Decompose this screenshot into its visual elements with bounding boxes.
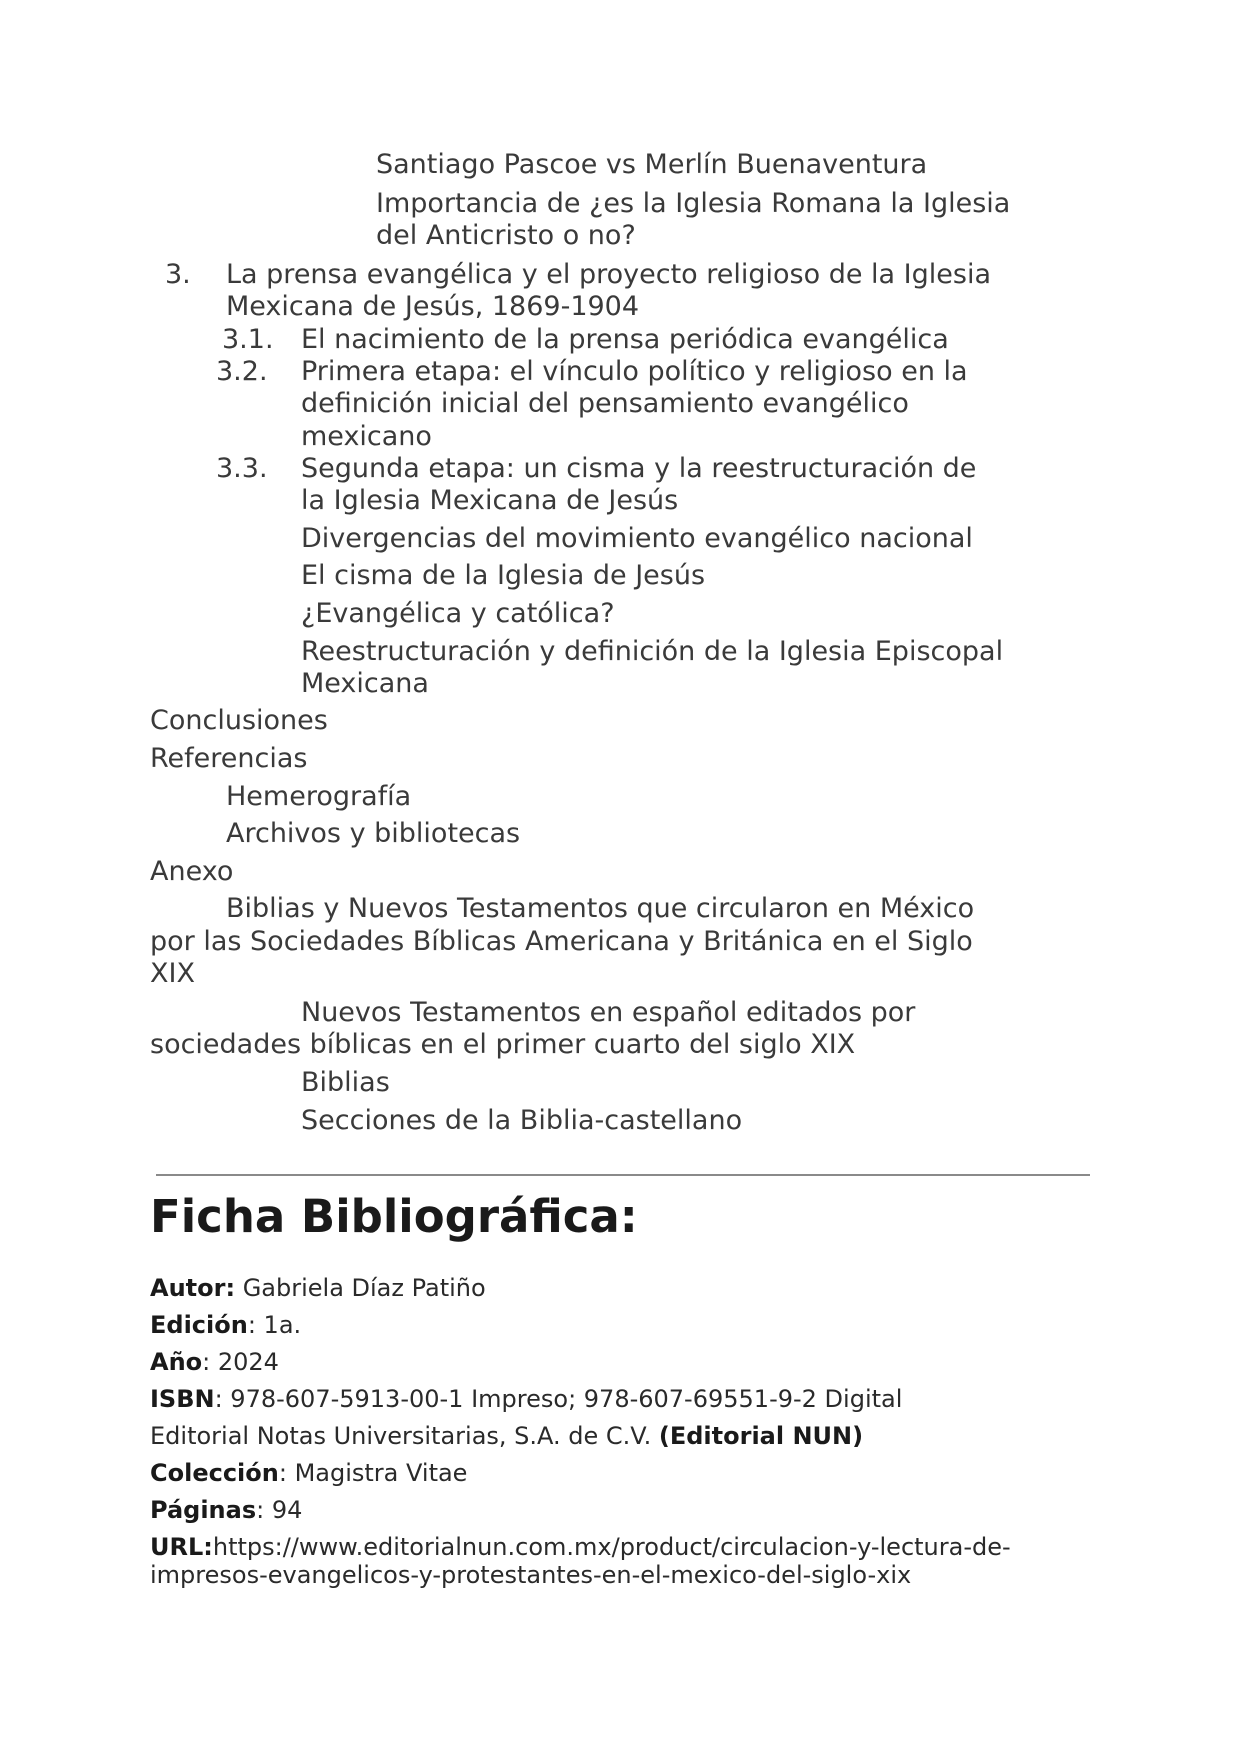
meta-editorial — [150, 1421, 863, 1451]
meta-url-cont[interactable] — [150, 1560, 911, 1590]
toc-referencias[interactable]: Referencias — [150, 743, 308, 774]
toc-subsection[interactable]: Archivos y bibliotecas — [226, 818, 521, 849]
meta-value: Gabriela Díaz Patiño — [235, 1274, 486, 1302]
meta-edicion — [150, 1310, 301, 1340]
toc-number: 3.3. — [216, 453, 268, 484]
meta-label: (Editorial NUN) — [658, 1422, 864, 1450]
url-link[interactable]: https://www.editorialnun.com.mx/product/circulacion-y-lectura-de- — [212, 1533, 1011, 1561]
toc-chapter-cont[interactable]: Mexicana de Jesús, 1869-1904 — [226, 291, 640, 322]
toc-section-cont[interactable]: mexicano — [301, 421, 432, 452]
meta-value: : Magistra Vitae — [278, 1459, 468, 1487]
toc-subsection[interactable]: Biblias — [301, 1067, 390, 1098]
toc-subsection[interactable]: Hemerografía — [226, 781, 412, 812]
meta-value: : 94 — [256, 1496, 303, 1524]
toc-subsection-cont[interactable]: Mexicana — [301, 668, 429, 699]
toc-section-cont[interactable]: la Iglesia Mexicana de Jesús — [301, 485, 679, 516]
toc-anexo[interactable]: Anexo — [150, 856, 234, 887]
meta-value: Editorial Notas Universitarias, S.A. de C.V. — [150, 1422, 659, 1450]
meta-label: Edición — [150, 1311, 248, 1339]
meta-label: Autor: — [150, 1274, 236, 1302]
meta-label: Páginas — [150, 1496, 257, 1524]
meta-anio — [150, 1347, 279, 1377]
meta-autor — [150, 1273, 486, 1303]
toc-number: 3.1. — [222, 324, 274, 355]
toc-subsection-cont[interactable]: XIX — [150, 958, 195, 989]
toc-number: 3.2. — [216, 356, 268, 387]
toc-subsection[interactable]: Divergencias del movimiento evangélico nacional — [301, 523, 973, 554]
toc-entry[interactable]: Santiago Pascoe vs Merlín Buenaventura — [376, 149, 928, 180]
toc-subsection-cont[interactable]: sociedades bíblicas en el primer cuarto del siglo XIX — [150, 1029, 856, 1060]
toc-subsection[interactable]: Secciones de la Biblia-castellano — [301, 1105, 743, 1136]
toc-section[interactable]: Segunda etapa: un cisma y la reestructuración de — [301, 453, 977, 484]
meta-coleccion — [150, 1458, 467, 1488]
meta-value: : 2024 — [202, 1348, 279, 1376]
meta-value: : 1a. — [247, 1311, 302, 1339]
toc-subsection[interactable]: Biblias y Nuevos Testamentos que circularon en México — [226, 893, 975, 924]
meta-label: URL: — [150, 1533, 213, 1561]
toc-entry[interactable]: Importancia de ¿es la Iglesia Romana la Iglesia — [376, 188, 1011, 219]
meta-url[interactable] — [150, 1532, 1011, 1562]
meta-label: ISBN — [150, 1385, 215, 1413]
meta-label: Colección — [150, 1459, 279, 1487]
meta-label: Año — [150, 1348, 203, 1376]
toc-subsection[interactable]: Reestructuración y definición de la Iglesia Episcopal — [301, 636, 1004, 667]
url-link[interactable]: impresos-evangelicos-y-protestantes-en-el-mexico-del-siglo-xix — [150, 1561, 912, 1589]
toc-section-cont[interactable]: definición inicial del pensamiento evangélico — [301, 388, 909, 419]
toc-entry-cont[interactable]: del Anticristo o no? — [376, 220, 636, 251]
toc-subsection[interactable]: Nuevos Testamentos en español editados por — [301, 997, 916, 1028]
toc-subsection-cont[interactable]: por las Sociedades Bíblicas Americana y Británica en el Siglo — [150, 926, 973, 957]
meta-value: : 978-607-5913-00-1 Impreso; 978-607-69551-9-2 Digital — [214, 1385, 903, 1413]
toc-section[interactable]: El nacimiento de la prensa periódica evangélica — [301, 324, 949, 355]
toc-subsection[interactable]: El cisma de la Iglesia de Jesús — [301, 560, 706, 591]
meta-isbn — [150, 1384, 902, 1414]
toc-conclusiones[interactable]: Conclusiones — [150, 705, 328, 736]
toc-subsection[interactable]: ¿Evangélica y católica? — [301, 598, 615, 629]
ficha-title: Ficha Bibliográfica: — [150, 1190, 638, 1243]
toc-section[interactable]: Primera etapa: el vínculo político y religioso en la — [301, 356, 968, 387]
toc-number: 3. — [165, 259, 191, 290]
meta-paginas — [150, 1495, 302, 1525]
section-divider — [156, 1174, 1090, 1176]
toc-chapter[interactable]: La prensa evangélica y el proyecto religioso de la Iglesia — [226, 259, 991, 290]
